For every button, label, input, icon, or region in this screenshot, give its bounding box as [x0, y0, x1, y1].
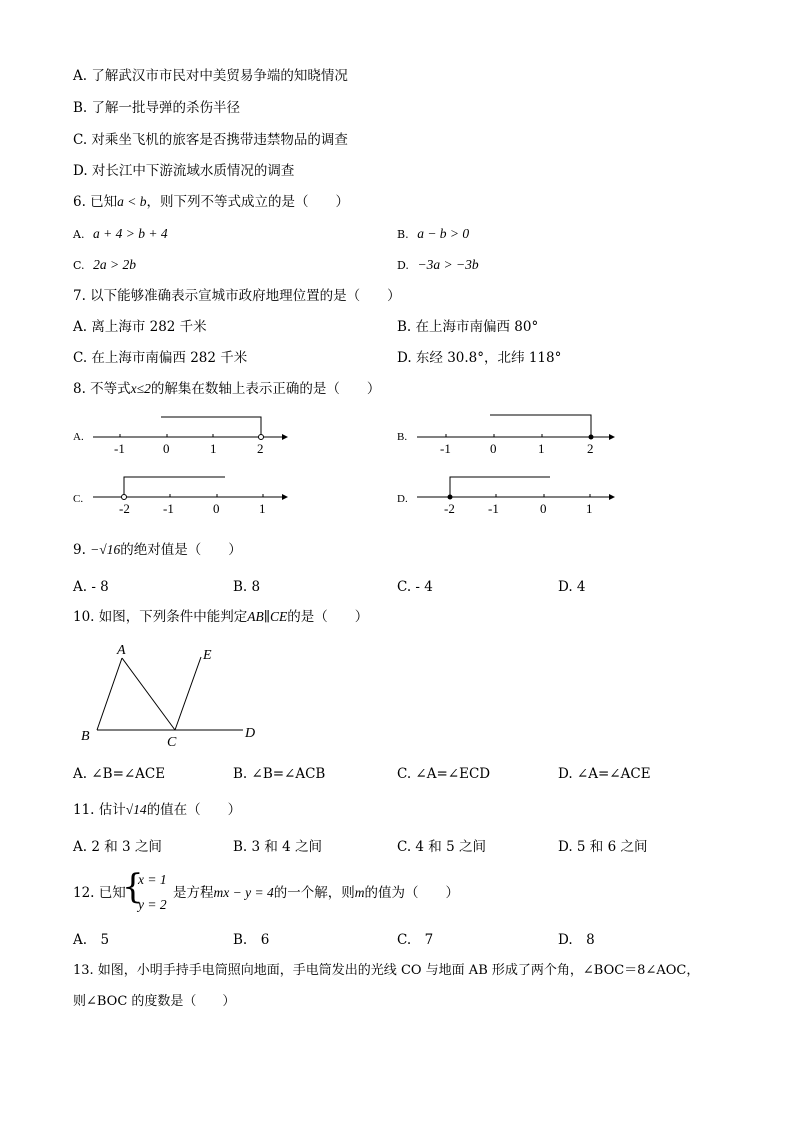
arrow-a — [282, 434, 288, 440]
q12-stem-rest: 是方程mx − y = 4的一个解，则m的值为（ ） — [173, 885, 459, 901]
q13-stem-line1: 13. 如图，小明手持手电筒照向地面，手电筒发出的光线 CO 与地面 AB 形成了两个角，∠BOC＝8∠AOC， — [73, 963, 700, 978]
q7-option-c: C. 在上海市南偏西 282 千米 — [73, 350, 248, 366]
q11-option-d: D. 5 和 6 之间 — [558, 839, 648, 855]
q12-brace: { — [122, 867, 144, 907]
q6-option-c: C. 2a > 2b — [73, 257, 136, 272]
tick-b-1: 0 — [490, 441, 497, 456]
endpoint-b — [589, 435, 594, 440]
tick-d-2: 0 — [540, 501, 547, 516]
ray-ce — [175, 657, 201, 730]
tick-d-0: -2 — [444, 501, 455, 516]
q11-option-a: A. 2 和 3 之间 — [73, 839, 162, 855]
q5-option-a: A. 了解武汉市市民对中美贸易争端的知晓情况 — [73, 68, 348, 84]
label-d: D — [245, 726, 256, 741]
tick-d-3: 1 — [586, 501, 593, 516]
q10-option-b: B. ∠B=∠ACB — [233, 766, 326, 782]
q5-option-b: B. 了解一批导弹的杀伤半径 — [73, 100, 241, 116]
label-c: C — [167, 735, 177, 750]
tick-c-3: 1 — [259, 501, 266, 516]
q8-number-lines — [60, 405, 740, 525]
q9-option-a: A. - 8 — [73, 579, 109, 595]
q10-option-a: A. ∠B=∠ACE — [73, 766, 166, 782]
q12-stem-prefix: 12. 已知 — [73, 885, 126, 901]
tick-c-2: 0 — [213, 501, 220, 516]
endpoint-a — [259, 435, 264, 440]
q12-eq-top: x = 1 — [138, 872, 167, 887]
solution-c — [124, 477, 225, 497]
q11-option-b: B. 3 和 4 之间 — [233, 839, 323, 855]
q8-label-b: B. — [397, 431, 408, 443]
q7-stem: 7. 以下能够准确表示宣城市政府地理位置的是（ ） — [73, 288, 401, 304]
q9-stem: 9. −√16的绝对值是（ ） — [73, 542, 242, 558]
q12-option-d: D. 8 — [558, 932, 595, 948]
q6-stem: 6. 已知a < b，则下列不等式成立的是（ ） — [73, 194, 350, 210]
label-b: B — [81, 729, 90, 744]
q10-figure — [75, 635, 275, 750]
tick-a-3: 2 — [257, 441, 264, 456]
q12-option-c: C. 7 — [397, 932, 434, 948]
q12-option-a: A. 5 — [73, 932, 110, 948]
label-e: E — [203, 648, 212, 663]
arrow-d — [609, 494, 615, 500]
endpoint-d — [448, 495, 453, 500]
q6-option-b: B. a − b > 0 — [397, 226, 470, 241]
q7-option-b: B. 在上海市南偏西 80° — [397, 319, 539, 335]
q5-option-c: C. 对乘坐飞机的旅客是否携带违禁物品的调查 — [73, 132, 348, 148]
q9-option-c: C. - 4 — [397, 579, 433, 595]
tick-a-0: -1 — [114, 441, 125, 456]
q10-option-d: D. ∠A=∠ACE — [558, 766, 651, 782]
segment-ac — [122, 658, 175, 730]
solution-a — [161, 417, 261, 437]
q13-stem-line2: 则∠BOC 的度数是（ ） — [73, 994, 236, 1009]
tick-a-1: 0 — [163, 441, 170, 456]
tick-c-0: -2 — [119, 501, 130, 516]
q6-option-d: D. −3a > −3b — [397, 257, 479, 272]
tick-d-1: -1 — [488, 501, 499, 516]
endpoint-c — [122, 495, 127, 500]
q8-label-c: C. — [73, 493, 84, 505]
q8-label-a: A. — [73, 431, 84, 443]
tick-b-2: 1 — [538, 441, 545, 456]
q9-option-b: B. 8 — [233, 579, 261, 595]
tick-c-1: -1 — [163, 501, 174, 516]
q10-stem: 10. 如图，下列条件中能判定AB∥CE的是（ ） — [73, 609, 369, 625]
q11-option-c: C. 4 和 5 之间 — [397, 839, 486, 855]
tick-b-0: -1 — [440, 441, 451, 456]
q9-option-d: D. 4 — [558, 579, 586, 595]
q6-option-a: A. a + 4 > b + 4 — [73, 226, 168, 241]
q8-label-d: D. — [397, 493, 408, 505]
arrow-b — [609, 434, 615, 440]
q7-option-a: A. 离上海市 282 千米 — [73, 319, 207, 335]
arrow-c — [282, 494, 288, 500]
q12-eq-bottom: y = 2 — [138, 897, 167, 912]
label-a: A — [117, 643, 126, 658]
solution-b — [490, 415, 591, 437]
tick-b-3: 2 — [587, 441, 594, 456]
q5-option-d: D. 对长江中下游流域水质情况的调查 — [73, 163, 295, 179]
q11-stem: 11. 估计√14的值在（ ） — [73, 802, 242, 818]
segment-ab — [97, 658, 122, 730]
solution-d — [450, 477, 550, 497]
q8-stem: 8. 不等式x≤2的解集在数轴上表示正确的是（ ） — [73, 381, 381, 397]
q7-option-d: D. 东经 30.8°，北纬 118° — [397, 350, 562, 366]
q10-option-c: C. ∠A=∠ECD — [397, 766, 491, 782]
tick-a-2: 1 — [210, 441, 217, 456]
q12-option-b: B. 6 — [233, 932, 270, 948]
